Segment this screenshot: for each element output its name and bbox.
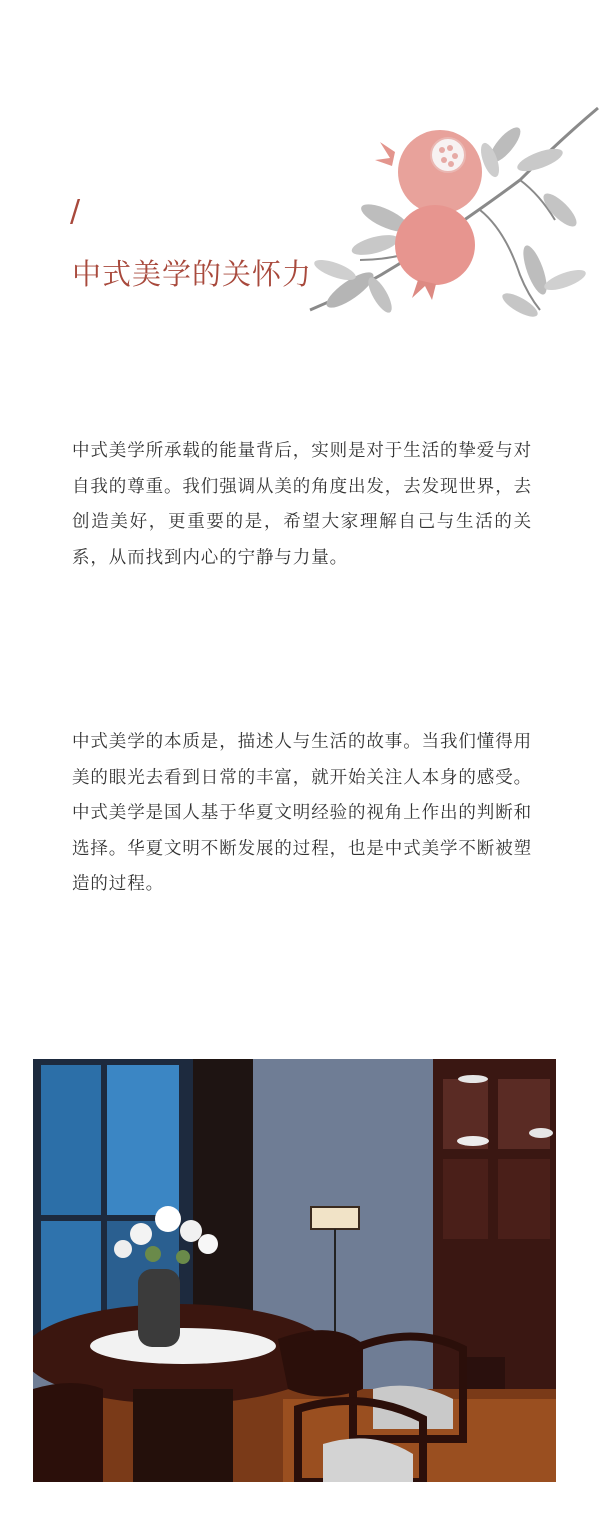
section-slash: / <box>70 194 81 229</box>
section-title: 中式美学的关怀力 <box>72 257 313 291</box>
pomegranate-branch-icon <box>290 100 600 335</box>
intro-paragraph: 中式美学所承载的能量背后，实则是对于生活的挚爱与对自我的尊重。我们强调从美的角度出发，去发现世界，去创造美好，更重要的是，希望大家理解自己与生活的关系，从而找到内心的宁静与力量。 <box>72 441 532 568</box>
dining-room-photo <box>33 1059 556 1482</box>
essence-paragraph: 中式美学的本质是，描述人与生活的故事。当我们懂得用美的眼光去看到日常的丰富，就开始关注人本身的感受。中式美学是国人基于华夏文明经验的视角上作出的判断和选择。华夏文明不断发展的过程，也是中式美学不断被塑造的过程。 <box>72 732 532 894</box>
